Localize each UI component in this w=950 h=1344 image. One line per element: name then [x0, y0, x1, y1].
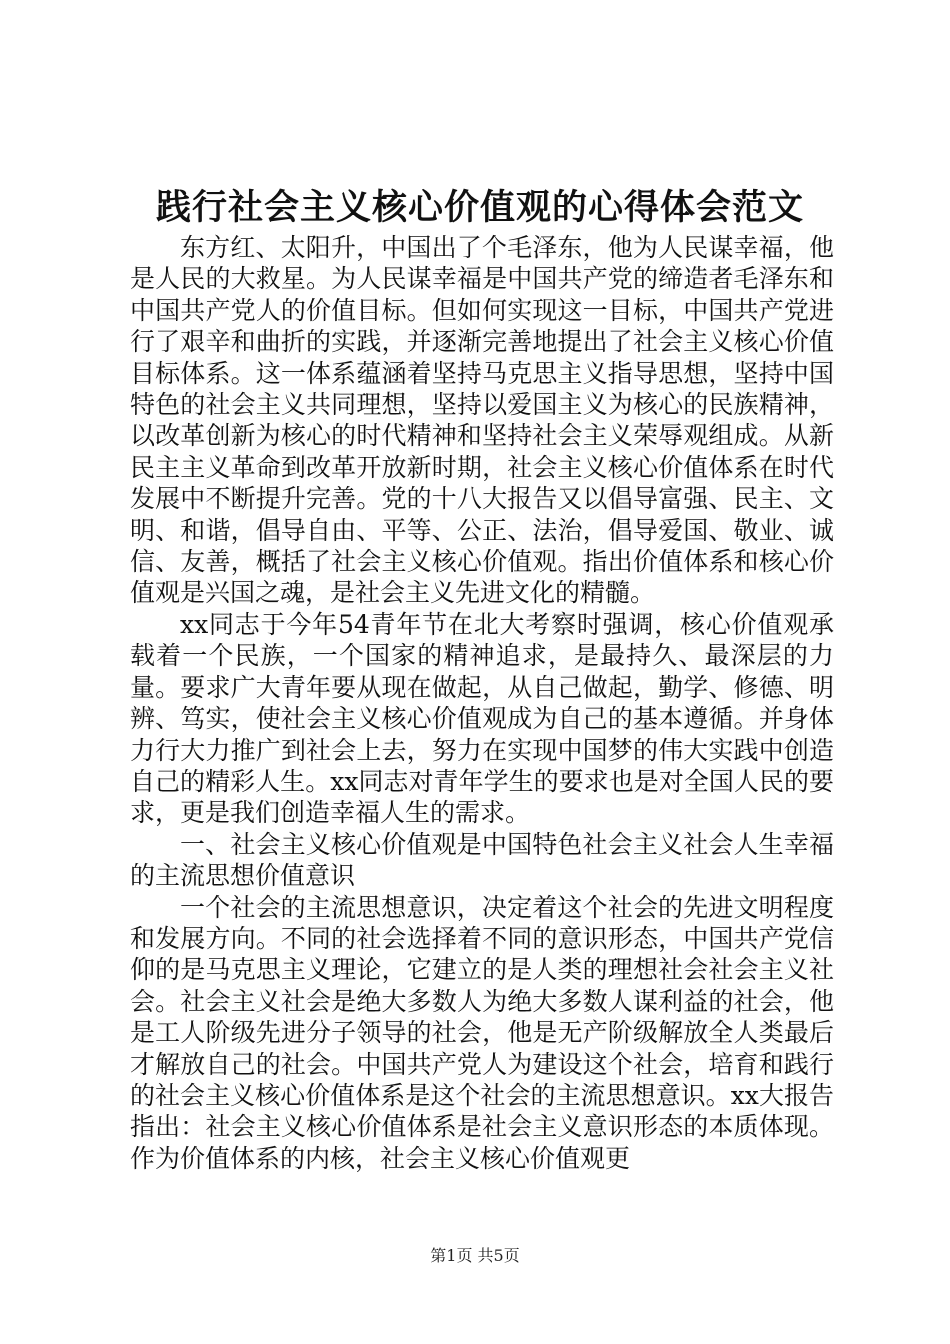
section-heading-one: 一、社会主义核心价值观是中国特色社会主义社会人生幸福的主流思想价值意识 [130, 829, 834, 891]
page-footer: 第1页 共5页 [430, 1246, 520, 1265]
paragraph-intro: 东方红、太阳升，中国出了个毛泽东，他为人民谋幸福，他是人民的大救星。为人民谋幸福是中国共产党的缔造者毛泽东和中国共产党人的价值目标。但如何实现这一目标，中国共产党进行了艰辛和曲折的实践，并逐渐完善地提出了社会主义核心价值目标体系。这一体系蕴涵着坚持马克思主义指导思想，坚持中国特色的社会主义共同理想，坚持以爱国主义为核心的民族精神，以改革创新为核心的时代精神和坚持社会主义荣辱观组成。从新民主主义革命到改革开放新时期，社会主义核心价值体系在时代发展中不断提升完善。党的十八大报告又以倡导富强、民主、文明、和谐，倡导自由、平等、公正、法治，倡导爱国、敬业、诚信、友善，概括了社会主义核心价值观。指出价值体系和核心价值观是兴国之魂，是社会主义先进文化的精髓。 [130, 233, 834, 608]
document-body [130, 232, 834, 1174]
paragraph-mainstream-ideology: 一个社会的主流思想意识，决定着这个社会的先进文明程度和发展方向。不同的社会选择着不同的意识形态，中国共产党信仰的是马克思主义理论，它建立的是人类的理想社会社会主义社会。社会主义社会是绝大多数人为绝大多数人谋利益的社会，他是工人阶级先进分子领导的社会，他是无产阶级解放全人类最后才解放自己的社会。中国共产党人为建设这个社会，培育和践行的社会主义核心价值体系是这个社会的主流思想意识。xx大报告指出：社会主义核心价值体系是社会主义意识形态的本质体现。作为价值体系的内核，社会主义核心价值观更 [130, 892, 834, 1173]
paragraph-youth-day: xx同志于今年54青年节在北大考察时强调，核心价值观承载着一个民族，一个国家的精神追求，是最持久、最深层的力量。要求广大青年要从现在做起，从自己做起，勤学、修德、明辨、笃实，使社会主义核心价值观成为自己的基本遵循。并身体力行大力推广到社会上去，努力在实现中国梦的伟大实践中创造自己的精彩人生。xx同志对青年学生的要求也是对全国人民的要求，更是我们创造幸福人生的需求。 [130, 609, 834, 828]
document-title: 践行社会主义核心价值观的心得体会范文 [155, 187, 804, 228]
